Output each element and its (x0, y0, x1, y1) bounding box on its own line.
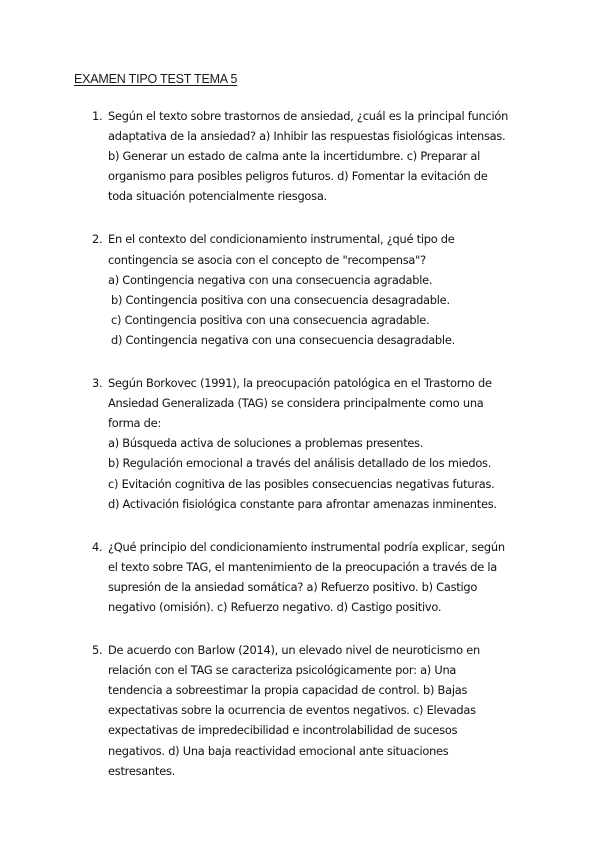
question-text-line: Ansiedad Generalizada (TAG) se considera principalmente como una (108, 396, 484, 411)
question-text-line: el texto sobre TAG, el mantenimiento de la preocupación a través de la (108, 559, 498, 574)
question-text-line: Según Borkovec (1991), la preocupación patológica en el Trastorno de (108, 376, 492, 391)
question-number: 4. (92, 539, 103, 554)
question-text-line: De acuerdo con Barlow (2014), un elevado nivel de neuroticismo en (108, 643, 480, 658)
question-text-line: supresión de la ansiedad somática? a) Refuerzo positivo. b) Castigo (108, 579, 478, 594)
answer-option-c: c) Contingencia positiva con una consecuencia agradable. (111, 312, 430, 327)
answer-option-a: a) Contingencia negativa con una consecuencia agradable. (108, 272, 433, 287)
question-text-line: organismo para posibles peligros futuros. d) Fomentar la evitación de (108, 169, 488, 184)
exam-title: EXAMEN TIPO TEST TEMA 5 (74, 72, 238, 86)
question-text-line: forma de: (108, 416, 161, 431)
question-3 (92, 373, 532, 514)
question-text-line: toda situación potencialmente riesgosa. (108, 189, 327, 204)
question-number: 5. (92, 643, 103, 658)
question-text-line: En el contexto del condicionamiento instrumental, ¿qué tipo de (108, 232, 455, 247)
question-text-line: expectativas sobre la ocurrencia de eventos negativos. c) Elevadas (108, 703, 476, 718)
question-text-line: contingencia se asocia con el concepto de "recompensa"? (108, 252, 426, 267)
question-text-line: b) Generar un estado de calma ante la incertidumbre. c) Preparar al (108, 149, 481, 164)
question-text-line: ¿Qué principio del condicionamiento instrumental podría explicar, según (108, 539, 505, 554)
question-text-line: expectativas de impredecibilidad e incontrolabilidad de sucesos (108, 723, 458, 738)
question-number: 1. (92, 109, 103, 123)
question-number: 2. (92, 232, 103, 247)
question-5 (92, 640, 532, 781)
answer-option-d: d) Activación fisiológica constante para afrontar amenazas inminentes. (108, 496, 497, 511)
question-text-line: adaptativa de la ansiedad? a) Inhibir las respuestas fisiológicas intensas. (108, 129, 506, 144)
question-1 (92, 106, 532, 206)
question-2 (92, 229, 532, 350)
question-text-line: negativo (omisión). c) Refuerzo negativo. d) Castigo positivo. (108, 599, 442, 614)
question-number: 3. (92, 376, 103, 391)
answer-option-a: a) Búsqueda activa de soluciones a problemas presentes. (108, 436, 424, 451)
question-text-line: Según el texto sobre trastornos de ansiedad, ¿cuál es la principal función (108, 109, 509, 123)
answer-option-b: b) Regulación emocional a través del análisis detallado de los miedos. (108, 456, 492, 471)
answer-option-c: c) Evitación cognitiva de las posibles consecuencias negativas futuras. (108, 476, 495, 491)
question-4 (92, 537, 532, 617)
answer-option-d: d) Contingencia negativa con una consecuencia desagradable. (111, 332, 455, 347)
question-text-line: negativos. d) Una baja reactividad emocional ante situaciones (108, 743, 449, 758)
question-list (92, 106, 532, 781)
answer-option-b: b) Contingencia positiva con una consecuencia desagradable. (111, 292, 450, 307)
question-text-line: tendencia a sobreestimar la propia capacidad de control. b) Bajas (108, 683, 468, 698)
question-text-line: estresantes. (108, 763, 176, 778)
question-text-line: relación con el TAG se caracteriza psicológicamente por: a) Una (108, 663, 457, 678)
